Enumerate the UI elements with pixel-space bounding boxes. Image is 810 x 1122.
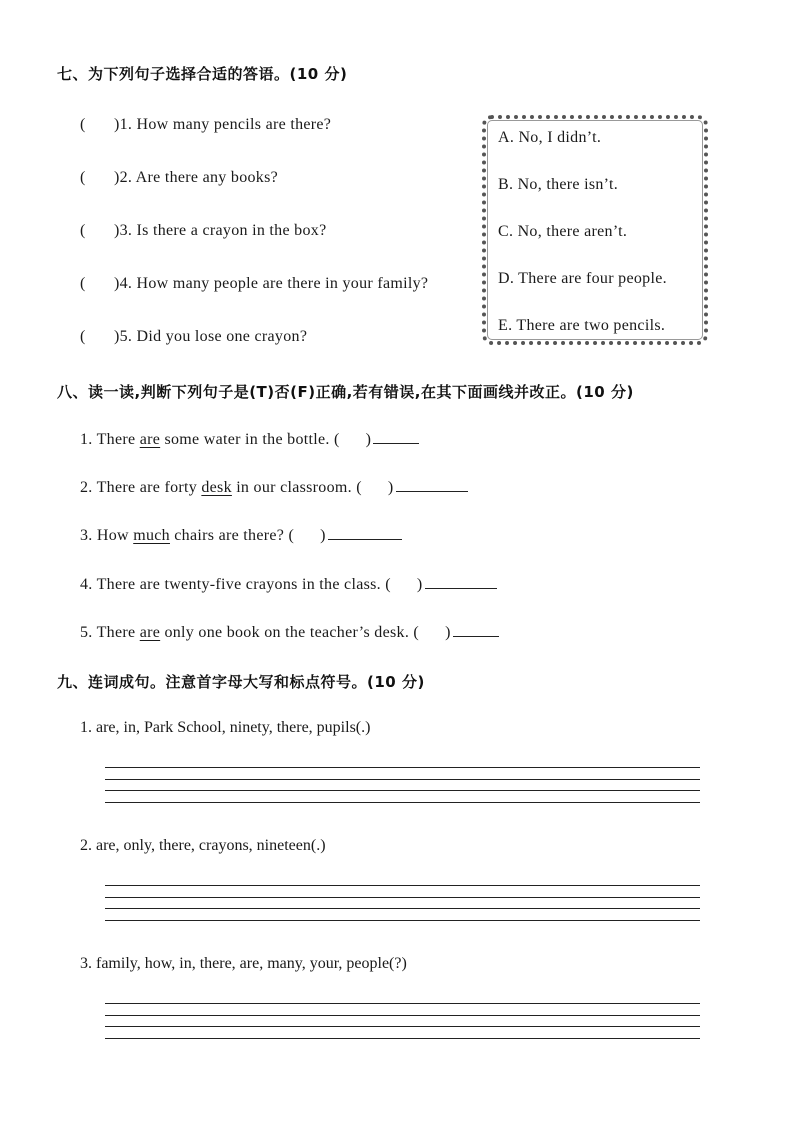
match-question-5 [80,328,307,346]
answer-options-box [482,115,708,345]
underlined-word: are [139,624,161,641]
tf-item-4 [80,574,497,594]
question-text: )3. Is there a crayon in the box? [114,222,327,239]
match-question-3 [80,222,327,240]
correction-blank[interactable] [396,477,468,492]
match-question-4 [80,275,428,293]
writing-lines-1[interactable] [105,767,700,813]
tf-item-2 [80,477,468,497]
question-text: )2. Are there any books? [114,169,279,186]
word-order-prompt-1: 1. are, in, Park School, ninety, there, pupils(.) [80,719,371,736]
writing-lines-2[interactable] [105,885,700,931]
word-order-prompt-2: 2. are, only, there, crayons, nineteen(.) [80,837,326,854]
item-text: only one book on the teacher’s desk. ( [160,624,420,641]
item-text: 2. There are forty [80,479,202,496]
underlined-word: are [139,431,161,448]
answer-paren[interactable]: ( [80,275,86,292]
close-paren: ) [320,527,326,544]
item-text: chairs are there? ( [169,527,295,544]
option-d: D. There are four people. [498,270,667,287]
section-7-heading: 七、为下列句子选择合适的答语。(10 分) [57,65,348,83]
answer-paren[interactable]: ( [80,222,86,239]
correction-blank[interactable] [425,574,497,589]
tf-item-1 [80,429,419,449]
match-question-2 [80,169,278,187]
close-paren: ) [416,576,423,593]
option-a: A. No, I didn’t. [498,129,602,146]
answer-paren[interactable]: ( [80,169,86,186]
item-text: in our classroom. ( [231,479,362,496]
close-paren: ) [365,431,372,448]
option-e: E. There are two pencils. [498,317,666,334]
item-text: some water in the bottle. ( [160,431,340,448]
match-question-1 [80,116,331,134]
item-text: 4. There are twenty-five crayons in the class. ( [80,576,391,593]
item-text: 3. How [80,527,134,544]
tf-item-3 [80,525,402,545]
underlined-word: desk [201,479,232,496]
tf-item-5 [80,622,499,642]
correction-blank[interactable] [373,429,419,444]
word-order-prompt-3: 3. family, how, in, there, are, many, your, people(?) [80,955,407,972]
correction-blank[interactable] [453,622,499,637]
close-paren: ) [445,624,451,641]
question-text: )5. Did you lose one crayon? [114,328,308,345]
section-8-heading: 八、读一读,判断下列句子是(T)否(F)正确,若有错误,在其下面画线并改正。(10 分) [57,383,634,401]
answer-paren[interactable]: ( [80,328,86,345]
item-text: 1. There [80,431,140,448]
section-9-heading: 九、连词成句。注意首字母大写和标点符号。(10 分) [57,673,425,691]
question-text: )1. How many pencils are there? [114,116,332,133]
writing-lines-3[interactable] [105,1003,700,1049]
underlined-word: much [133,527,170,544]
question-text: )4. How many people are there in your family? [114,275,429,292]
item-text: 5. There [80,624,140,641]
close-paren: ) [387,479,394,496]
correction-blank[interactable] [328,525,402,540]
option-c: C. No, there aren’t. [498,223,628,240]
answer-paren[interactable]: ( [80,116,86,133]
option-b: B. No, there isn’t. [498,176,619,193]
